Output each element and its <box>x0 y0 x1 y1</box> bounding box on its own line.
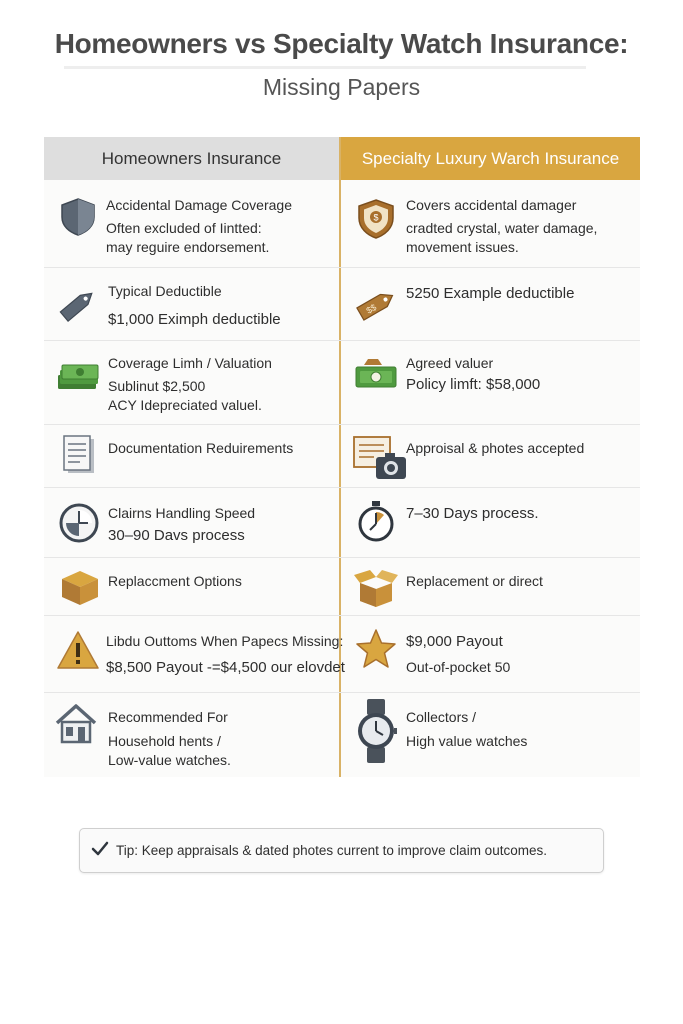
right-row8-line2: High value watches <box>406 733 528 749</box>
page-title: Homeowners vs Specialty Watch Insurance: <box>54 28 629 59</box>
right-row2-line1: 5250 Example deductible <box>406 285 575 302</box>
left-row6-line1: Replaccment Options <box>108 573 242 589</box>
right-row8-line1: Collectors / <box>406 709 477 725</box>
left-row7-line2: $8,500 Payout -=$4,500 our elovdet <box>106 659 345 676</box>
tip-callout <box>79 828 604 873</box>
left-row3-line3: ACY Idepreciated valuel. <box>108 397 262 413</box>
left-row2-line1: Typical Deductible <box>108 283 222 299</box>
row-divider <box>44 424 640 425</box>
row-divider <box>44 557 640 558</box>
shield-icon <box>56 195 100 239</box>
left-row3-line2: Sublinut $2,500 <box>108 378 206 394</box>
column-header-homeowners: Homeowners Insurance <box>44 137 339 180</box>
row-divider <box>44 340 640 341</box>
right-row7-line1: $9,000 Payout <box>406 633 503 650</box>
left-row7-line1: Libdu Outtoms When Papecs Missing: <box>106 633 344 649</box>
row-divider <box>44 615 640 616</box>
money-stack-icon <box>56 355 100 399</box>
shield-badge-icon <box>354 197 398 241</box>
tip-text: Tip: Keep appraisals & dated photes current to improve claim outcomes. <box>116 843 547 858</box>
open-box-icon <box>354 565 398 609</box>
title-underline <box>64 66 586 69</box>
left-row1-line2: Often excluded of Iintted: <box>106 220 262 236</box>
price-tag-icon <box>56 283 100 327</box>
row-divider <box>44 487 640 488</box>
left-row8-line2: Household hents / <box>108 733 221 749</box>
left-row8-line3: Low-value watches. <box>108 752 231 768</box>
star-icon <box>354 627 398 671</box>
right-row1-line1: Covers accidental damager <box>406 197 577 213</box>
right-row4-line1: Approisal & photes accepted <box>406 440 585 456</box>
right-row6-line1: Replacement or direct <box>406 573 543 589</box>
money-stack-icon <box>354 353 398 397</box>
box-icon <box>58 565 102 609</box>
left-row1-line3: may reguire endorsement. <box>106 239 270 255</box>
wristwatch-icon <box>354 697 398 765</box>
left-row3-line1: Coverage Limh / Valuation <box>108 355 272 371</box>
left-row1-line1: Accidental Damage Coverage <box>106 197 292 213</box>
row-divider <box>44 267 640 268</box>
left-row8-line1: Recommended For <box>108 709 228 725</box>
right-row1-line2: cradted crystal, water damage, <box>406 220 598 236</box>
column-divider <box>339 137 341 777</box>
right-row5-line1: 7–30 Days process. <box>406 505 539 522</box>
svg-text:$$: $$ <box>364 302 379 316</box>
document-icon <box>58 433 102 477</box>
checkmark-icon <box>90 839 110 859</box>
left-row5-line2: 30–90 Davs process <box>108 527 245 544</box>
left-row2-line2: $1,000 Eximph deductible <box>108 311 281 328</box>
stopwatch-icon <box>354 499 398 543</box>
left-row4-line1: Documentation Reduirements <box>108 440 294 456</box>
right-row7-line2: Out-of-pocket 50 <box>406 659 511 675</box>
right-row1-line3: movement issues. <box>406 239 519 255</box>
right-row3-line2: Policy limft: $58,000 <box>406 376 541 393</box>
house-icon <box>54 701 98 745</box>
warning-icon <box>56 629 100 673</box>
right-row3-line1: Agreed valuer <box>406 355 494 371</box>
column-header-specialty: Specialty Luxury Warch Insurance <box>341 137 640 180</box>
row-divider <box>44 692 640 693</box>
price-tag-icon <box>354 283 398 327</box>
comparison-table <box>44 137 640 777</box>
left-row5-line1: Clairns Handling Speed <box>108 505 256 521</box>
page-subtitle: Missing Papers <box>262 74 421 100</box>
certificate-camera-icon <box>352 435 412 483</box>
clock-icon <box>57 501 101 545</box>
svg-text:$: $ <box>373 212 379 223</box>
